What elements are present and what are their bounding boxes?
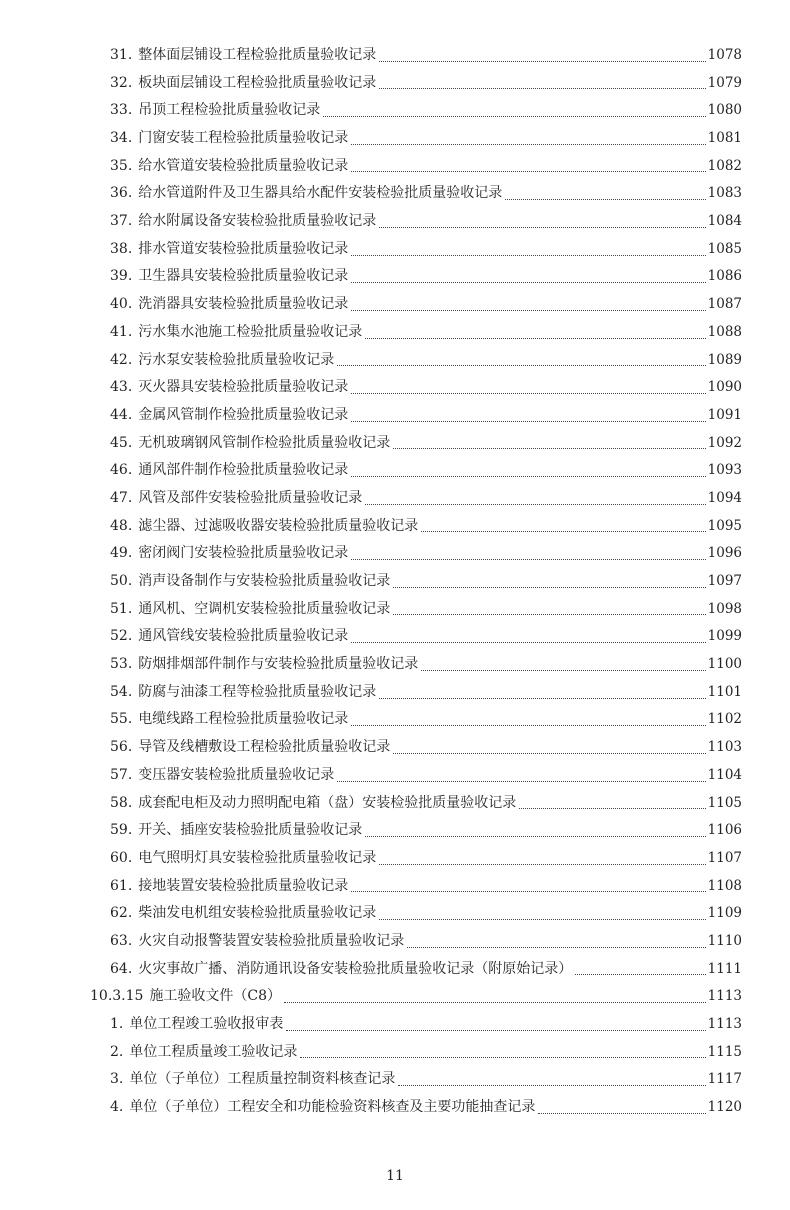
toc-dot-leader	[337, 780, 705, 782]
toc-entry-page: 1086	[707, 268, 742, 285]
toc-entry-title: 开关、插座安装检验批质量验收记录	[138, 822, 363, 839]
toc-entry-number: 57.	[110, 766, 133, 783]
toc-entry	[90, 180, 742, 208]
toc-entry-page: 1082	[707, 157, 742, 174]
toc-entry-title: 电气照明灯具安装检验批质量验收记录	[138, 849, 377, 866]
toc-dot-leader	[379, 697, 705, 699]
toc-entry	[90, 928, 742, 956]
toc-dot-leader	[398, 1084, 705, 1086]
toc-entry-title: 单位工程质量竣工验收记录	[129, 1043, 298, 1060]
toc-entry-page: 1103	[707, 739, 742, 756]
toc-entry-page: 1102	[707, 711, 742, 728]
toc-entry-page: 1098	[707, 600, 742, 617]
toc-entry-number: 35.	[110, 157, 133, 174]
toc-entry-title: 洗消器具安装检验批质量验收记录	[138, 296, 349, 313]
toc-entry-page: 1085	[707, 240, 742, 257]
toc-entry-number: 51.	[110, 600, 133, 617]
toc-entry-page: 1101	[707, 683, 742, 700]
toc-entry	[90, 679, 742, 707]
toc-entry-page: 1096	[707, 545, 742, 562]
toc-entry-number: 43.	[110, 379, 133, 396]
toc-entry	[90, 70, 742, 98]
toc-dot-leader	[505, 198, 705, 200]
toc-entry-number: 36.	[110, 185, 133, 202]
toc-dot-leader	[379, 918, 705, 920]
toc-entry	[90, 347, 742, 375]
toc-entry-number: 64.	[110, 960, 133, 977]
toc-entry-title: 防腐与油漆工程等检验批质量验收记录	[138, 683, 377, 700]
toc-entry-number: 49.	[110, 545, 133, 562]
toc-entry	[90, 900, 742, 928]
toc-entry	[90, 430, 742, 458]
toc-dot-leader	[407, 946, 705, 948]
toc-entry-page: 1093	[707, 462, 742, 479]
toc-entry-page: 1120	[707, 1099, 742, 1116]
toc-entry-page: 1107	[707, 849, 742, 866]
toc-entry-page: 1087	[707, 296, 742, 313]
toc-dot-leader	[575, 973, 705, 975]
toc-dot-leader	[393, 447, 705, 449]
toc-entry-title: 消声设备制作与安装检验批质量验收记录	[138, 573, 391, 590]
toc-entry	[90, 1011, 742, 1039]
toc-entry-page: 1104	[707, 766, 742, 783]
toc-entry-number: 46.	[110, 462, 133, 479]
toc-entry-number: 58.	[110, 794, 133, 811]
table-of-contents	[90, 42, 742, 1122]
toc-dot-leader	[379, 226, 705, 228]
toc-entry-number: 33.	[110, 102, 133, 119]
toc-entry-title: 给水管道附件及卫生器具给水配件安装检验批质量验收记录	[138, 185, 503, 202]
toc-entry-page: 1099	[707, 628, 742, 645]
toc-entry-page: 1079	[707, 74, 742, 91]
toc-section-entry	[90, 983, 742, 1011]
toc-entry-title: 接地装置安装检验批质量验收记录	[138, 877, 349, 894]
toc-dot-leader	[351, 420, 705, 422]
toc-entry-title: 无机玻璃钢风管制作检验批质量验收记录	[138, 434, 391, 451]
toc-entry	[90, 485, 742, 513]
toc-entry-title: 给水管道安装检验批质量验收记录	[138, 157, 349, 174]
toc-entry-number: 56.	[110, 739, 133, 756]
toc-entry-title: 成套配电柜及动力照明配电箱（盘）安装检验批质量验收记录	[138, 794, 517, 811]
toc-entry	[90, 1039, 742, 1067]
toc-entry-title: 通风管线安装检验批质量验收记录	[138, 628, 349, 645]
toc-entry-number: 4.	[110, 1099, 124, 1116]
toc-entry-title: 污水集水池施工检验批质量验收记录	[138, 323, 363, 340]
toc-entry-number: 40.	[110, 296, 133, 313]
toc-entry	[90, 153, 742, 181]
toc-entry-title: 柴油发电机组安装检验批质量验收记录	[138, 905, 377, 922]
toc-dot-leader	[284, 1001, 706, 1003]
toc-entry	[90, 817, 742, 845]
toc-entry-title: 导管及线槽敷设工程检验批质量验收记录	[138, 739, 391, 756]
toc-dot-leader	[351, 254, 705, 256]
toc-entry-number: 39.	[110, 268, 133, 285]
toc-entry-title: 给水附属设备安装检验批质量验收记录	[138, 213, 377, 230]
toc-entry-page: 1094	[707, 489, 742, 506]
toc-entry-number: 50.	[110, 573, 133, 590]
toc-entry-title: 防烟排烟部件制作与安装检验批质量验收记录	[138, 656, 419, 673]
toc-entry-number: 62.	[110, 905, 133, 922]
toc-entry-number: 60.	[110, 849, 133, 866]
toc-dot-leader	[393, 752, 705, 754]
toc-dot-leader	[379, 60, 705, 62]
toc-entry	[90, 873, 742, 901]
toc-dot-leader	[351, 170, 705, 172]
toc-entry-page: 1117	[707, 1071, 742, 1088]
toc-entry-number: 48.	[110, 517, 133, 534]
toc-entry	[90, 762, 742, 790]
toc-entry-number: 45.	[110, 434, 133, 451]
toc-entry-page: 1080	[707, 102, 742, 119]
toc-entry-number: 31.	[110, 46, 133, 63]
toc-entry-number: 10.3.15	[90, 988, 144, 1005]
toc-dot-leader	[286, 1029, 705, 1031]
toc-entry	[90, 97, 742, 125]
toc-entry	[90, 125, 742, 153]
toc-entry-title: 通风部件制作检验批质量验收记录	[138, 462, 349, 479]
toc-dot-leader	[421, 530, 705, 532]
toc-dot-leader	[351, 475, 705, 477]
toc-entry-number: 32.	[110, 74, 133, 91]
toc-entry-title: 电缆线路工程检验批质量验收记录	[138, 711, 349, 728]
toc-dot-leader	[300, 1056, 705, 1058]
toc-dot-leader	[379, 863, 705, 865]
toc-entry-page: 1090	[707, 379, 742, 396]
toc-entry-number: 61.	[110, 877, 133, 894]
toc-entry-page: 1113	[707, 1016, 742, 1033]
toc-entry-title: 排水管道安装检验批质量验收记录	[138, 240, 349, 257]
toc-entry-title: 金属风管制作检验批质量验收记录	[138, 406, 349, 423]
toc-entry-title: 施工验收文件（C8）	[149, 988, 282, 1005]
toc-entry	[90, 513, 742, 541]
toc-entry	[90, 236, 742, 264]
toc-entry	[90, 596, 742, 624]
toc-entry	[90, 291, 742, 319]
toc-dot-leader	[337, 364, 705, 366]
toc-entry-title: 吊顶工程检验批质量验收记录	[138, 102, 321, 119]
toc-entry-number: 53.	[110, 656, 133, 673]
toc-entry-page: 1081	[707, 130, 742, 147]
toc-dot-leader	[365, 503, 705, 505]
toc-entry	[90, 568, 742, 596]
toc-entry-number: 41.	[110, 323, 133, 340]
toc-entry	[90, 457, 742, 485]
toc-entry-title: 火灾自动报警装置安装检验批质量验收记录	[138, 932, 405, 949]
toc-entry-number: 47.	[110, 489, 133, 506]
toc-entry	[90, 845, 742, 873]
toc-entry	[90, 319, 742, 347]
toc-dot-leader	[351, 143, 705, 145]
toc-entry-title: 单位工程竣工验收报审表	[129, 1016, 284, 1033]
toc-entry-page: 1088	[707, 323, 742, 340]
toc-dot-leader	[519, 807, 705, 809]
toc-entry-number: 42.	[110, 351, 133, 368]
toc-entry	[90, 374, 742, 402]
toc-dot-leader	[393, 613, 705, 615]
toc-dot-leader	[393, 586, 705, 588]
toc-dot-leader	[351, 309, 705, 311]
toc-entry-title: 单位（子单位）工程质量控制资料核查记录	[129, 1071, 396, 1088]
toc-dot-leader	[421, 669, 705, 671]
toc-entry-number: 38.	[110, 240, 133, 257]
toc-dot-leader	[365, 337, 705, 339]
toc-entry-number: 63.	[110, 932, 133, 949]
toc-entry-number: 3.	[110, 1071, 124, 1088]
toc-entry-page: 1105	[707, 794, 742, 811]
toc-dot-leader	[365, 835, 705, 837]
toc-entry-number: 52.	[110, 628, 133, 645]
toc-dot-leader	[351, 724, 705, 726]
toc-entry-number: 2.	[110, 1043, 124, 1060]
toc-entry	[90, 42, 742, 70]
toc-entry-page: 1100	[707, 656, 742, 673]
toc-entry-title: 火灾事故广播、消防通讯设备安装检验批质量验收记录（附原始记录）	[138, 960, 573, 977]
toc-dot-leader	[379, 87, 705, 89]
toc-entry	[90, 956, 742, 984]
toc-entry-page: 1110	[707, 932, 742, 949]
toc-entry-page: 1097	[707, 573, 742, 590]
toc-dot-leader	[351, 558, 705, 560]
toc-entry	[90, 1094, 742, 1122]
toc-entry-page: 1113	[707, 988, 742, 1005]
toc-entry-title: 通风机、空调机安装检验批质量验收记录	[138, 600, 391, 617]
toc-entry-title: 密闭阀门安装检验批质量验收记录	[138, 545, 349, 562]
toc-entry-page: 1083	[707, 185, 742, 202]
toc-entry-title: 整体面层铺设工程检验批质量验收记录	[138, 46, 377, 63]
toc-entry-page: 1106	[707, 822, 742, 839]
toc-entry-number: 44.	[110, 406, 133, 423]
toc-dot-leader	[351, 392, 705, 394]
toc-entry	[90, 540, 742, 568]
toc-entry-number: 54.	[110, 683, 133, 700]
toc-entry-page: 1108	[707, 877, 742, 894]
toc-entry	[90, 1066, 742, 1094]
page-number: 11	[386, 1168, 404, 1184]
toc-entry-title: 单位（子单位）工程安全和功能检验资料核查及主要功能抽查记录	[129, 1099, 536, 1116]
toc-entry-title: 污水泵安装检验批质量验收记录	[138, 351, 335, 368]
toc-entry-page: 1089	[707, 351, 742, 368]
toc-entry-page: 1109	[707, 905, 742, 922]
toc-entry-title: 滤尘器、过滤吸收器安装检验批质量验收记录	[138, 517, 419, 534]
toc-entry-title: 灭火器具安装检验批质量验收记录	[138, 379, 349, 396]
toc-entry	[90, 790, 742, 818]
toc-entry-number: 1.	[110, 1016, 124, 1033]
toc-entry-page: 1092	[707, 434, 742, 451]
toc-dot-leader	[351, 641, 705, 643]
toc-entry	[90, 734, 742, 762]
toc-entry-title: 变压器安装检验批质量验收记录	[138, 766, 335, 783]
toc-entry-page: 1115	[707, 1043, 742, 1060]
toc-entry-number: 34.	[110, 130, 133, 147]
toc-entry-title: 风管及部件安装检验批质量验收记录	[138, 489, 363, 506]
toc-entry-title: 门窗安装工程检验批质量验收记录	[138, 130, 349, 147]
toc-entry-page: 1091	[707, 406, 742, 423]
toc-dot-leader	[323, 115, 705, 117]
toc-entry-number: 55.	[110, 711, 133, 728]
toc-entry-page: 1095	[707, 517, 742, 534]
toc-entry	[90, 707, 742, 735]
toc-entry	[90, 208, 742, 236]
toc-entry-page: 1078	[707, 46, 742, 63]
toc-entry	[90, 264, 742, 292]
toc-entry-number: 59.	[110, 822, 133, 839]
toc-entry	[90, 623, 742, 651]
toc-entry-title: 卫生器具安装检验批质量验收记录	[138, 268, 349, 285]
toc-dot-leader	[351, 281, 705, 283]
toc-entry	[90, 402, 742, 430]
toc-entry-page: 1111	[707, 960, 742, 977]
toc-dot-leader	[538, 1112, 705, 1114]
toc-entry-number: 37.	[110, 213, 133, 230]
toc-entry-page: 1084	[707, 213, 742, 230]
toc-entry	[90, 651, 742, 679]
toc-dot-leader	[351, 890, 705, 892]
toc-entry-title: 板块面层铺设工程检验批质量验收记录	[138, 74, 377, 91]
